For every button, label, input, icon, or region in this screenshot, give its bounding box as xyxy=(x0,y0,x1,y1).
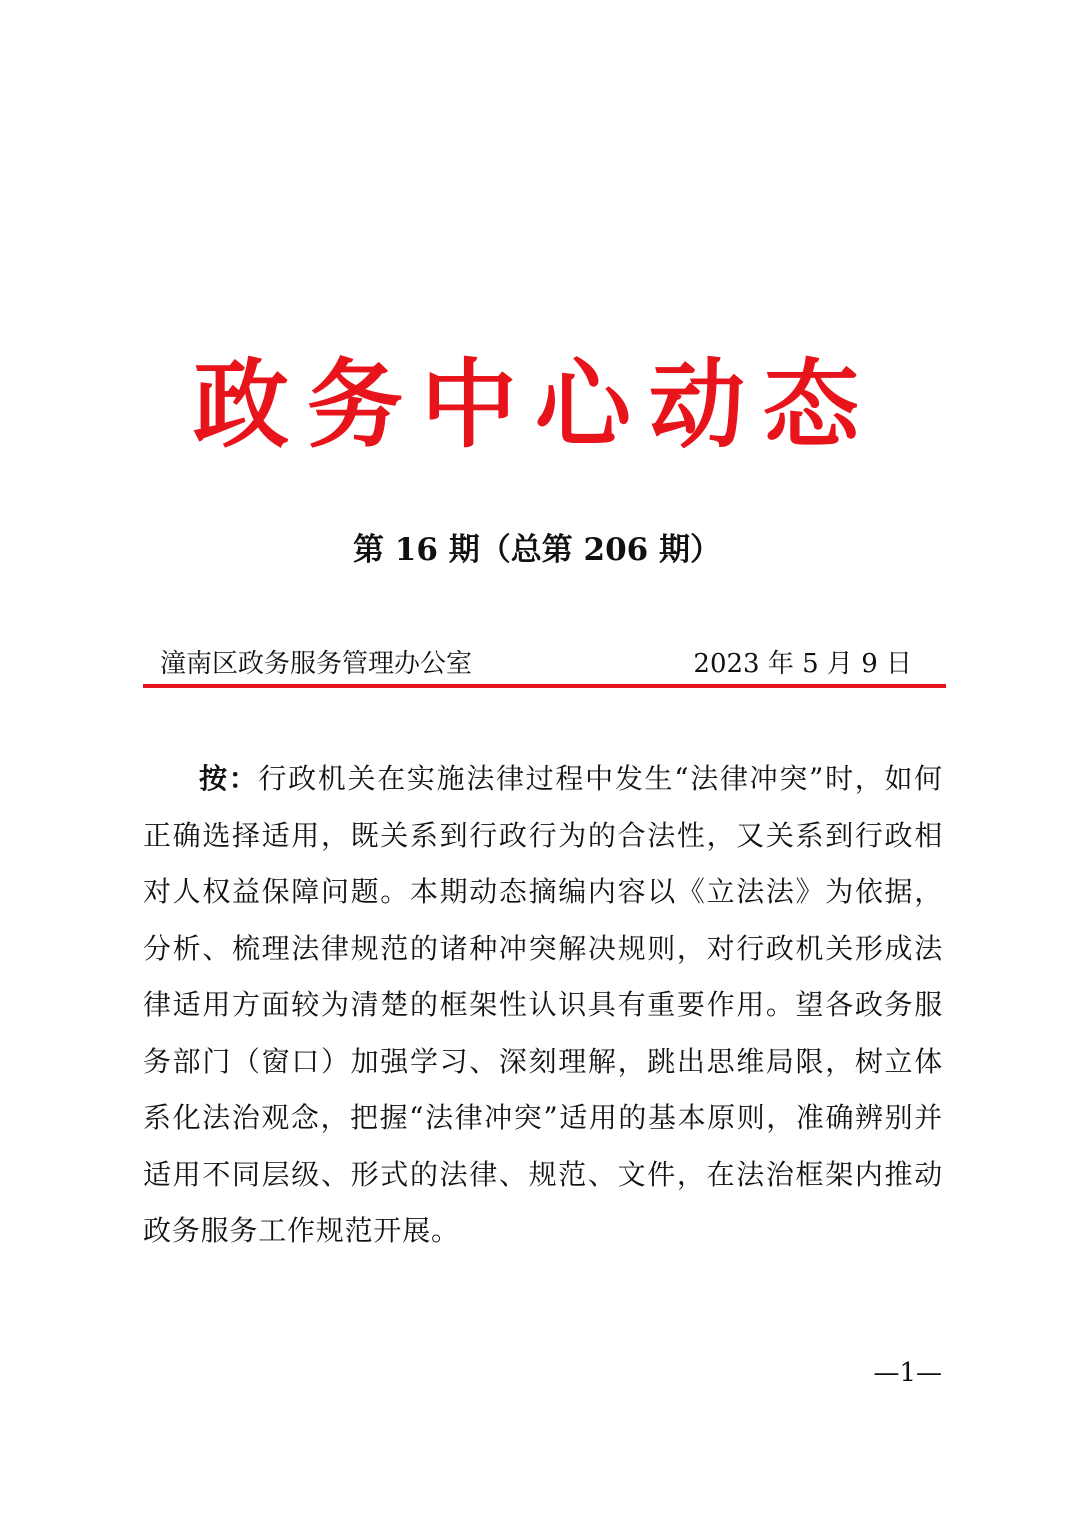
editor-note-lead: 按： xyxy=(199,762,259,795)
page-number: —1— xyxy=(873,1358,942,1388)
editor-note xyxy=(143,751,943,1260)
info-row xyxy=(160,644,912,684)
issue-number: 第 16 期（总第 206 期） xyxy=(352,532,722,568)
editor-note-text: 行政机关在实施法律过程中发生“法律冲突”时，如何正确选择适用，既关系到行政行为的合法性，又关系到行政相对人权益保障问题。本期动态摘编内容以《立法法》为依据，分析、梳理法律规范的诸种冲突解决规则，对行政机关形成法律适用方面较为清楚的框架性认识具有重要作用。望各政务服务部门（窗口）加强学习、深刻理解，跳出思维局限，树立体系化法治观念，把握“法律冲突”适用的基本原则，准确辨别并适用不同层级、形式的法律、规范、文件，在法治框架内推动政务服务工作规范开展。 xyxy=(143,762,943,1247)
issuing-organization: 潼南区政务服务管理办公室 xyxy=(160,649,473,679)
issue-date: 2023 年 5 月 9 日 xyxy=(693,649,912,679)
red-divider-line xyxy=(143,684,946,688)
masthead-title: 政务中心动态 xyxy=(193,349,877,461)
